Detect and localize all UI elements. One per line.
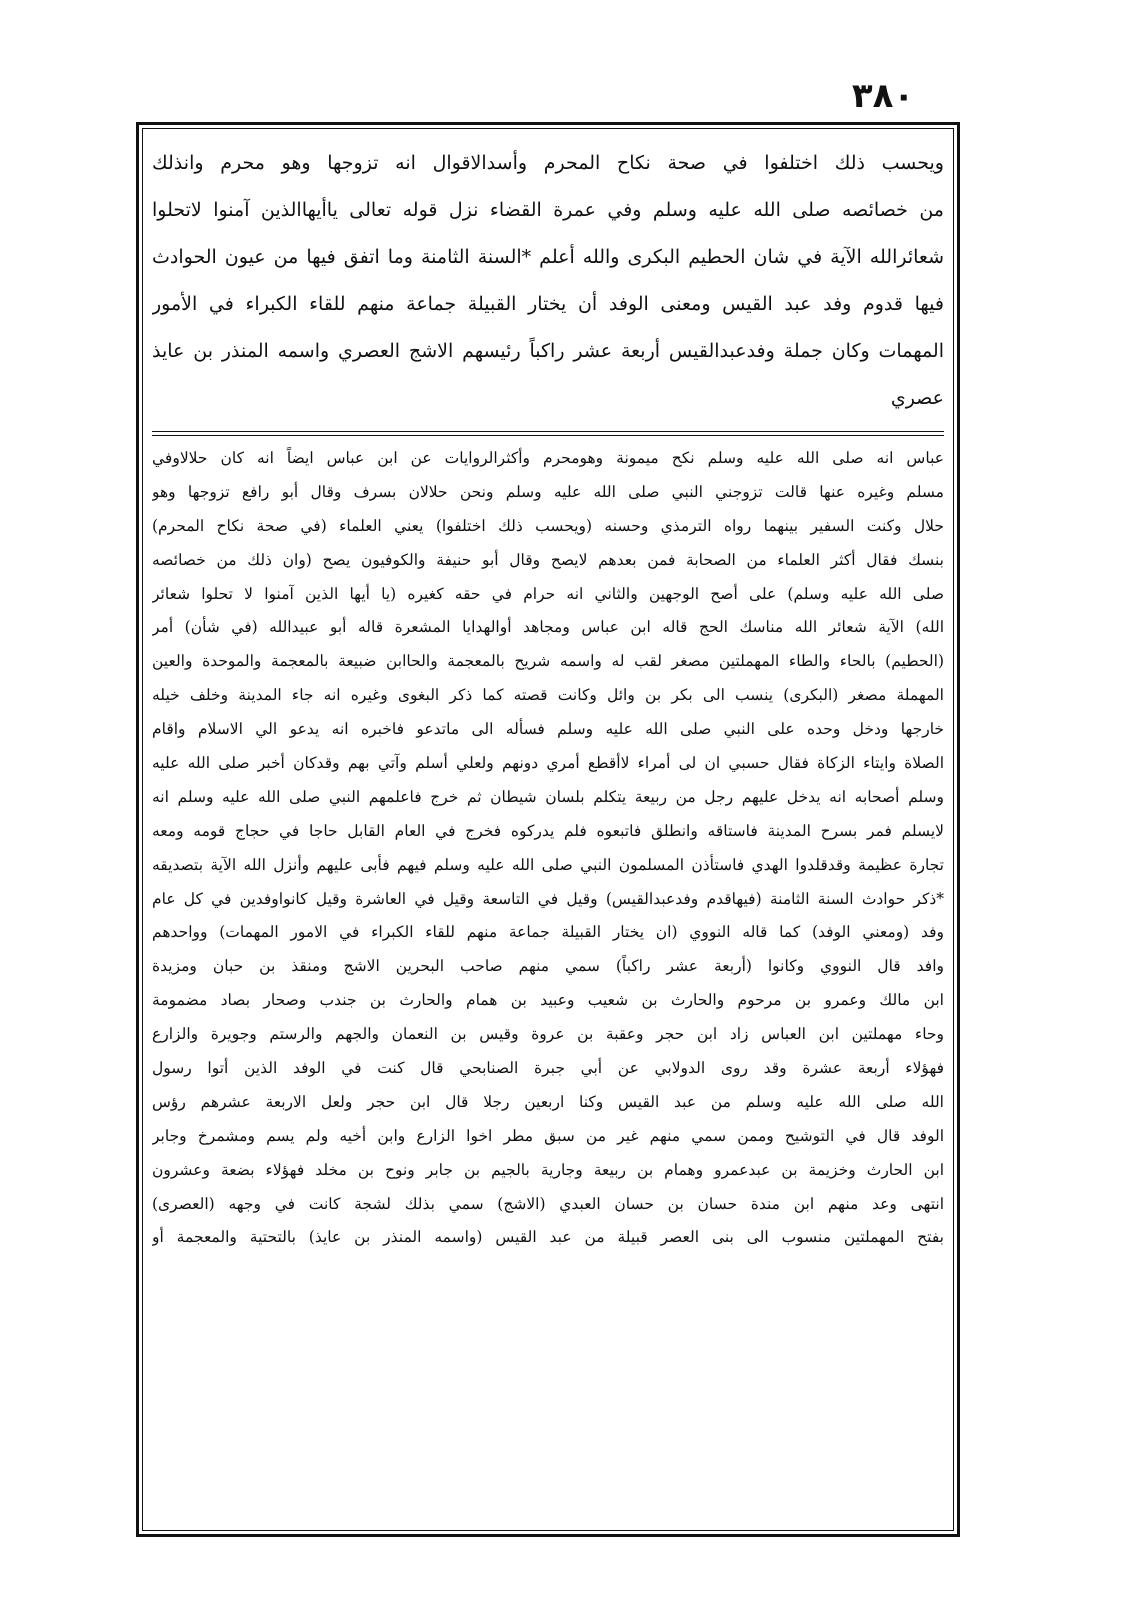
commentary-line: خارجها ودخل وحده على النبي صلى الله عليه وسلم فسأله الى ماتدعو فاخبره انه يدعو الي الاسلام واقام bbox=[152, 720, 944, 739]
commentary-line: انتهى وعد منهم ابن مندة حسان بن حسان العبدي (الاشج) سمي بذلك لشجة كانت في وجهه (العصرى) bbox=[152, 1194, 944, 1213]
section-divider-line bbox=[152, 431, 944, 432]
commentary-line: وافد قال النووي وكانوا (أربعة عشر راكباً) سمي منهم صاحب البحرين الاشج ومنقذ بن حبان ومزيدة bbox=[152, 957, 944, 976]
commentary-line: عباس انه صلى الله عليه وسلم نكح ميمونة وهومحرم وأكثرالروايات عن ابن عباس ايضاً انه كان حلالاوفي bbox=[152, 449, 944, 467]
commentary-line: ابن الحارث وخزيمة بن عبدعمرو وهمام بن ربيعة وجارية بالجيم بن جابر ونوح بن مخلد فهؤلاء بضعة وعشرون bbox=[152, 1160, 944, 1179]
commentary-line: *ذكر حوادث السنة الثامنة (فيهاقدم وفدعبدالقيس) وقيل في التاسعة وقيل في العاشرة وقيل كانواوفدين في كل عام bbox=[152, 889, 944, 908]
section-divider-line bbox=[152, 435, 944, 436]
commentary-line: الوفد قال في التوشيح وممن سمي منهم غير من سبق مطر اخوا الزارع وابن أخيه ولم يسم ومشمرخ وجابر bbox=[152, 1126, 944, 1145]
main-text-line: المهمات وكان جملة وفدعبدالقيس أربعة عشر راكباً رئيسهم الاشج العصري واسمه المنذر بن عايذ bbox=[152, 340, 944, 362]
main-text-line: ويحسب ذلك اختلفوا في صحة نكاح المحرم وأسدالاقوال انه تزوجها وهو محرم وانذلك bbox=[152, 152, 944, 174]
commentary-line: لايسلم فمر بسرح المدينة فاستاقه وانطلق فاتبعوه فلم يدركوه فخرج في العام القابل حاجا في حجاج قومه ومعه bbox=[152, 821, 944, 840]
commentary-line: الله) الآية شعائر الله مناسك الحج قاله ابن عباس ومجاهد أوالهدايا المشعرة قاله أبو عبيدالله (في شأن) أمر bbox=[152, 618, 944, 637]
commentary-line: (الحطيم) بالحاء والطاء المهملتين مصغر لقب له واسمه شريح بالمعجمة والحاابن ضبيعة بالمعجمة والموحدة والعين bbox=[152, 652, 944, 671]
main-text-line: شعائرالله الآية في شان الحطيم البكرى والله أعلم *السنة الثامنة وما اتفق فيها من عيون الحوادث bbox=[152, 246, 944, 268]
commentary-text-block bbox=[152, 442, 944, 1527]
main-text-block bbox=[152, 140, 944, 422]
commentary-line: مسلم وغيره عنها قالت تزوجني النبي صلى الله عليه وسلم ونحن حلالان بسرف وقال أبو رافع تزوجها وهو bbox=[152, 482, 944, 501]
commentary-line: تجارة عظيمة وقدقلدوا الهدي فاستأذن المسلمون النبي صلى الله عليه وسلم فيهم فأبى عليهم وأنزل الله الآية بتصديقه bbox=[152, 855, 944, 874]
commentary-line: وحاء مهملتين ابن العباس زاد ابن حجر وعقبة بن عروة وقيس بن النعمان والجهم والرستم وجويرة والزارع bbox=[152, 1025, 944, 1044]
commentary-line: الصلاة وايتاء الزكاة فقال حسبي ان لى أمراء لاأقطع أمري دونهم ولعلي أسلم وآتي بهم وقدكان أخبر صلى الله عليه bbox=[152, 754, 944, 773]
commentary-line: ابن مالك وعمرو بن مرحوم والحارث بن شعيب وعبيد بن همام والحارث بن جندب وصحار بصاد مضمومة bbox=[152, 991, 944, 1010]
commentary-line: الله صلى الله عليه وسلم من عبد القيس وكنا اربعين رجلا قال ابن حجر ولعل الاربعة عشرهم رؤس bbox=[152, 1092, 944, 1111]
main-text-line: من خصائصه صلى الله عليه وسلم وفي عمرة القضاء نزل قوله تعالى ياأيهاالذين آمنوا لاتحلوا bbox=[152, 199, 944, 221]
page-number: ٣٨٠ bbox=[851, 76, 915, 116]
commentary-line: وسلم أصحابه انه يدخل عليهم رجل من ربيعة يتكلم بلسان شيطان ثم خرج فاعلمهم النبي صلى الله عليه وسلم انه bbox=[152, 787, 944, 806]
commentary-line: حلال وكنت السفير بينهما رواه الترمذي وحسنه (ويحسب ذلك اختلفوا) يعني العلماء (في صحة نكاح المحرم) bbox=[152, 516, 944, 535]
commentary-line: صلى الله عليه وسلم) على أصح الوجهين والثاني انه حرام في حقه كغيره (يا أيها الذين آمنوا لا تحلوا شعائر bbox=[152, 584, 944, 603]
main-text-line: فيها قدوم وفد عبد القيس ومعنى الوفد أن يختار القبيلة جماعة منهم للقاء الكبراء في الأمور bbox=[152, 293, 944, 315]
commentary-line: بنسك فقال أكثر العلماء من الصحابة فمن بعدهم لايصح وقال أبو حنيفة والكوفيون يصح (وان ذلك من خصائصه bbox=[152, 550, 944, 569]
main-text-line: عصري bbox=[890, 387, 944, 409]
commentary-line: وفد (ومعني الوفد) كما قاله النووي (ان يختار القبيلة جماعة منهم للقاء الكبراء في الامور المهمات) وواحدهم bbox=[152, 923, 944, 942]
commentary-line: بفتح المهملتين منسوب الى بنى العصر قبيلة من عبد القيس (واسمه المنذر بن عايذ) بالتحتية والمعجمة أو bbox=[152, 1228, 944, 1247]
commentary-line: المهملة مصغر (البكرى) ينسب الى بكر بن وائل وكانت قصته كما ذكر البغوى وغيره انه جاء المدينة وخلف خيله bbox=[152, 686, 944, 705]
commentary-line: فهؤلاء أربعة عشرة وقد روى الدولابي عن أبي جبرة الصنابحي قال كنت في الوفد الذين أتوا رسول bbox=[152, 1059, 944, 1078]
